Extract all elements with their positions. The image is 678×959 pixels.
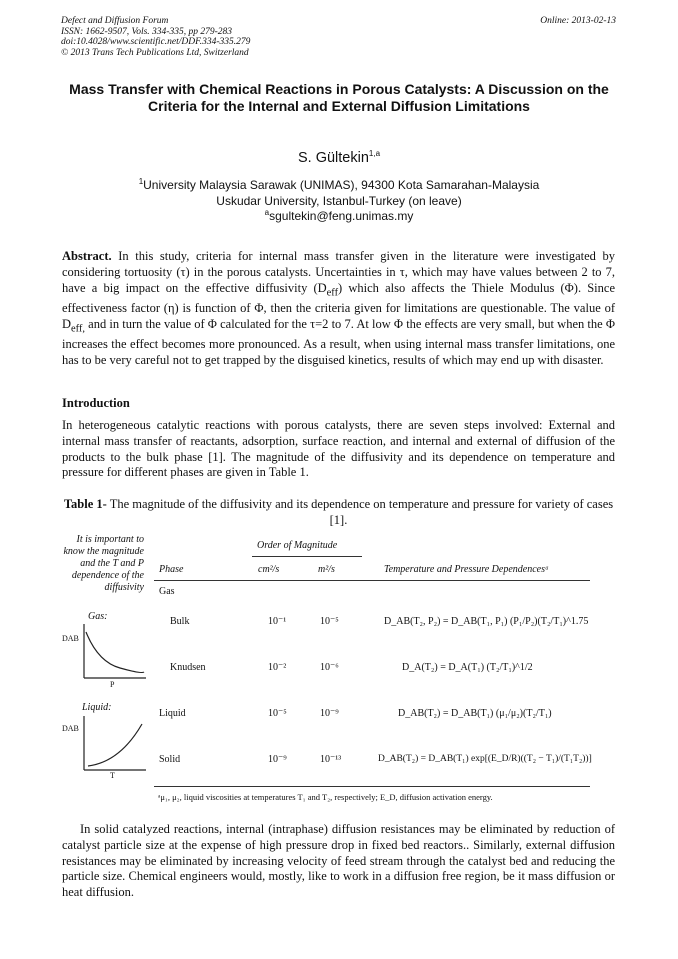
row-m2s: 10⁻⁹ bbox=[320, 708, 339, 719]
col-phase: Phase bbox=[159, 564, 184, 575]
footer-rule bbox=[154, 786, 590, 787]
row-dependence: D_AB(T₂) = D_AB(T₁) exp[(E_D/R)((T₂ − T₁)/(T₁T₂))] bbox=[378, 754, 592, 764]
author bbox=[60, 149, 618, 166]
row-phase: Knudsen bbox=[170, 662, 206, 673]
email-address: sgultekin@feng.unimas.my bbox=[269, 209, 414, 223]
caption-label: Table 1- bbox=[63, 497, 107, 511]
row-phase: Bulk bbox=[170, 616, 190, 627]
order-of-magnitude-header: Order of Magnitude bbox=[257, 540, 338, 551]
row-phase: Liquid bbox=[159, 708, 186, 719]
intro-paragraph: In heterogeneous catalytic reactions with porous catalysts, there are seven steps involved: External and internal mass transfer of reactants, adsorption, surface reaction, and internal and external of diffusion of the products to the bulk phase [1]. The magnitude of the diffusivity and its dependence on temperature and pressure for different phases are given in Table 1. bbox=[62, 418, 615, 480]
liquid-diffusivity-graph bbox=[80, 714, 148, 776]
row-cm2s: 10⁻¹ bbox=[268, 616, 287, 627]
liquid-axis-dab: DAB bbox=[62, 724, 79, 733]
email-mark: a bbox=[264, 208, 270, 217]
row-dependence: D_AB(T₂) = D_AB(T₁) (μ₁/μ₂)(T₂/T₁) bbox=[398, 708, 552, 719]
abstract bbox=[62, 249, 615, 369]
header-rule bbox=[154, 580, 590, 581]
abstract-label: Abstract. bbox=[62, 249, 112, 263]
table-caption bbox=[62, 496, 615, 528]
abstract-text-1: In this study, criteria for internal mass transfer given in the literature were investigated by considering tortuosity (τ) in the porous catalysts. Uncertainties in τ, which may have values between 2 to 7, have a big impact on the effective diffusivity (D bbox=[62, 249, 615, 295]
email bbox=[60, 208, 618, 223]
abstract-text-3: and in turn the value of Φ calculated for the τ=2 to 7. At low Φ the effects are very small, but when the Φ increases the effect becomes more pronounced. As a result, when using internal mass transfer limitations, one has to be very careful not to get trapped by the disguised kinetics, results of which may end up with disaster. bbox=[62, 316, 615, 367]
header-subrule bbox=[252, 556, 362, 557]
diffusivity-table bbox=[62, 534, 615, 804]
table-side-note: It is important to know the magnitude and the T and P dependence of the diffusivity bbox=[63, 534, 144, 593]
journal-name: Defect and Diffusion Forum bbox=[61, 16, 169, 26]
author-marks: 1,a bbox=[368, 149, 381, 158]
online-date: Online: 2013-02-13 bbox=[540, 16, 616, 26]
gas-graph-label: Gas: bbox=[88, 611, 108, 622]
row-m2s: 10⁻¹³ bbox=[320, 754, 342, 765]
gas-axis-dab: DAB bbox=[62, 634, 79, 643]
row-cm2s: 10⁻⁹ bbox=[268, 754, 287, 765]
journal-header bbox=[61, 16, 250, 58]
author-name: S. Gültekin bbox=[297, 149, 369, 166]
liquid-axis-t: T bbox=[110, 771, 115, 780]
col-m2s: m²/s bbox=[318, 564, 335, 575]
doi: doi:10.4028/www.scientific.net/DDF.334-335.279 bbox=[61, 37, 251, 47]
gas-diffusivity-graph bbox=[80, 622, 148, 684]
row-cm2s: 10⁻² bbox=[268, 662, 287, 673]
row-dependence: D_A(T₂) = D_A(T₁) (T₂/T₁)^1/2 bbox=[402, 662, 533, 673]
col-cm2s: cm²/s bbox=[258, 564, 280, 575]
gas-axis-p: P bbox=[110, 680, 115, 689]
row-m2s: 10⁻⁵ bbox=[320, 616, 339, 627]
abstract-sub-1: eff bbox=[326, 287, 339, 299]
final-paragraph: In solid catalyzed reactions, internal (intraphase) diffusion resistances may be eliminated by reduction of catalyst particle size at the expense of high pressure drop in fixed bed reactors.. Similarly, external diffusion resistances may be eliminated by increasing velocity of feed stream through the catalyst bed and reducing the particle size. Chemical engineers would, mostly, like to work in a diffusion free region, be it mass diffusion or heat diffusion. bbox=[62, 822, 615, 900]
abstract-text-2: ) which also affects the Thiele Modulus (Φ). Since effectiveness factor (η) is function of Φ, then the criteria given for limitations are questionable. The value of D bbox=[62, 280, 615, 331]
liquid-graph-label: Liquid: bbox=[82, 702, 112, 713]
row-dependence: D_AB(T₂, P₂) = D_AB(T₁, P₁) (P₁/P₂)(T₂/T₁)^1.75 bbox=[384, 616, 589, 627]
caption-text: The magnitude of the diffusivity and its dependence on temperature and pressure for variety of cases [1]. bbox=[106, 497, 614, 527]
row-cm2s: 10⁻⁵ bbox=[268, 708, 287, 719]
table-footnote: ᵃμ₁, μ₂, liquid viscosities at temperatures T₁ and T₂, respectively; E_D, diffusion activation energy. bbox=[158, 792, 493, 802]
abstract-sub-2: eff, bbox=[71, 323, 85, 335]
col-dependences: Temperature and Pressure Dependencesᵃ bbox=[384, 564, 549, 575]
copyright: © 2013 Trans Tech Publications Ltd, Switzerland bbox=[61, 47, 249, 58]
issn: ISSN: 1662-9507, Vols. 334-335, pp 279-283 bbox=[61, 26, 232, 37]
group-gas: Gas bbox=[159, 586, 175, 597]
row-m2s: 10⁻⁶ bbox=[320, 662, 339, 673]
affiliation bbox=[60, 174, 618, 209]
affiliation-line-2: Uskudar University, Istanbul-Turkey (on leave) bbox=[216, 193, 462, 208]
affiliation-line-1: University Malaysia Sarawak (UNIMAS), 94300 Kota Samarahan-Malaysia bbox=[143, 178, 540, 192]
row-phase: Solid bbox=[159, 754, 181, 765]
affiliation-mark: 1 bbox=[138, 177, 144, 186]
paper-title: Mass Transfer with Chemical Reactions in Porous Catalysts: A Discussion on the Criteria for the Internal and External Diffusion Limitations bbox=[69, 81, 609, 114]
intro-heading: Introduction bbox=[62, 396, 130, 410]
